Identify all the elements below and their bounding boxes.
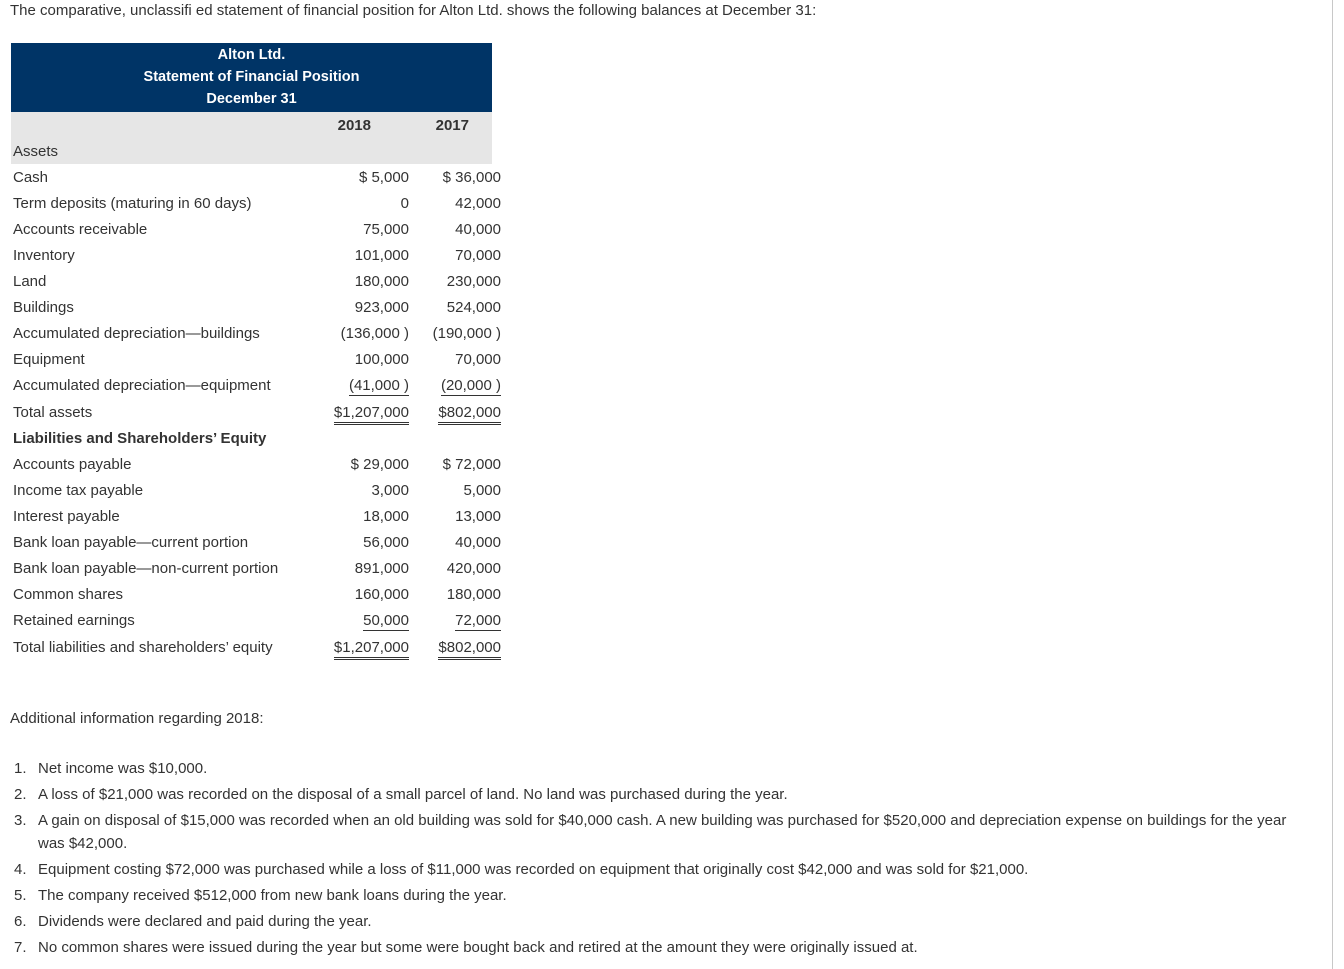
value-2018: 75,000 (363, 221, 409, 238)
value-2018: (41,000 ) (348, 377, 409, 394)
note-number: 4. (14, 861, 27, 878)
statement-row (11, 534, 511, 554)
row-label: Common shares (13, 586, 124, 603)
note-number: 7. (14, 939, 27, 956)
note-text: Dividends were declared and paid during the year. (38, 913, 372, 930)
note-item (14, 809, 1314, 855)
value-2018: 891,000 (354, 560, 409, 577)
note-number: 3. (14, 812, 27, 829)
value-2018: 18,000 (363, 508, 409, 525)
value-2017: $ 36,000 (442, 169, 501, 186)
value-2017: 70,000 (455, 351, 501, 368)
value-2017: (190,000 ) (432, 325, 501, 342)
row-label: Total liabilities and shareholders’ equity (13, 639, 273, 656)
statement-row (11, 273, 511, 293)
note-number: 6. (14, 913, 27, 930)
statement-date: December 31 (206, 91, 297, 107)
row-label: Retained earnings (13, 612, 135, 629)
note-item (14, 858, 1314, 881)
row-label: Inventory (13, 247, 75, 264)
financial-statement-table (11, 43, 501, 656)
value-2017: $ 72,000 (442, 456, 501, 473)
statement-row (11, 456, 511, 476)
value-2017: 70,000 (455, 247, 501, 264)
value-2018: 180,000 (354, 273, 409, 290)
row-label: Accounts receivable (13, 221, 148, 238)
column-2018-header: 2018 (337, 117, 371, 134)
statement-row (11, 482, 511, 502)
statement-header (11, 43, 492, 112)
statement-row (11, 299, 511, 319)
value-2017: $802,000 (438, 639, 501, 660)
note-item (14, 783, 1314, 806)
statement-row (11, 560, 511, 580)
row-label: Cash (13, 169, 49, 186)
note-item (14, 910, 1314, 933)
value-2018: 160,000 (354, 586, 409, 603)
value-2018: $1,207,000 (334, 639, 409, 660)
value-2017: 5,000 (463, 482, 501, 499)
statement-row (11, 639, 511, 659)
row-label: Accumulated depreciation—buildings (13, 325, 260, 342)
row-label: Income tax payable (13, 482, 144, 499)
statement-row (11, 195, 511, 215)
note-number: 1. (14, 760, 27, 777)
note-item (14, 884, 1314, 907)
value-2017: 420,000 (446, 560, 501, 577)
value-2017: $802,000 (438, 404, 501, 425)
notes-list (14, 757, 1314, 962)
note-text: No common shares were issued during the year but some were bought back and retired at the amount they were originally issued at. (38, 939, 918, 956)
statement-row (11, 221, 511, 241)
page-divider (1332, 0, 1333, 969)
statement-title: Statement of Financial Position (143, 69, 360, 85)
note-item (14, 936, 1314, 959)
value-2018: (136,000 ) (340, 325, 409, 342)
note-number: 5. (14, 887, 27, 904)
intro-text: The comparative, unclassifi ed statement of financial position for Alton Ltd. shows the following balances at December 31: (10, 2, 817, 19)
statement-row (11, 404, 511, 424)
statement-row (11, 612, 511, 632)
note-item (14, 757, 1314, 780)
note-text: A loss of $21,000 was recorded on the disposal of a small parcel of land. No land was purchased during the year. (38, 786, 788, 803)
statement-row (11, 586, 511, 606)
row-label: Total assets (13, 404, 93, 421)
additional-info-heading: Additional information regarding 2018: (10, 710, 264, 727)
value-2018: 100,000 (354, 351, 409, 368)
row-label: Land (13, 273, 47, 290)
statement-row (11, 247, 511, 267)
row-label: Interest payable (13, 508, 120, 525)
value-2018: $ 5,000 (358, 169, 409, 186)
note-text: A gain on disposal of $15,000 was recorded when an old building was sold for $40,000 cash. A new building was purchased for $520,000 and depreciation expense on buildings for the year was $42,000. (38, 812, 1287, 852)
column-2017-header: 2017 (435, 117, 469, 134)
statement-row (11, 508, 511, 528)
note-text: The company received $512,000 from new bank loans during the year. (38, 887, 507, 904)
row-label: Liabilities and Shareholders’ Equity (13, 430, 267, 447)
value-2017: 40,000 (455, 221, 501, 238)
row-label: Equipment (13, 351, 85, 368)
row-label: Bank loan payable—current portion (13, 534, 249, 551)
value-2017: 40,000 (455, 534, 501, 551)
value-2017: (20,000 ) (440, 377, 501, 394)
value-2017: 13,000 (455, 508, 501, 525)
company-name: Alton Ltd. (217, 47, 286, 63)
value-2018: 50,000 (363, 612, 409, 629)
statement-row (11, 325, 511, 345)
value-2017: 524,000 (446, 299, 501, 316)
note-text: Net income was $10,000. (38, 760, 208, 777)
row-label: Bank loan payable—non-current portion (13, 560, 279, 577)
assets-heading: Assets (13, 143, 59, 160)
row-label: Term deposits (maturing in 60 days) (13, 195, 252, 212)
note-text: Equipment costing $72,000 was purchased while a loss of $11,000 was recorded on equipment that originally cost $42,000 and was sold for $21,000. (38, 861, 1029, 878)
value-2017: 230,000 (446, 273, 501, 290)
value-2018: 3,000 (371, 482, 409, 499)
statement-row (11, 351, 511, 371)
value-2017: 180,000 (446, 586, 501, 603)
value-2018: 56,000 (363, 534, 409, 551)
value-2018: $1,207,000 (334, 404, 409, 425)
row-label: Buildings (13, 299, 74, 316)
row-label: Accounts payable (13, 456, 132, 473)
value-2018: 923,000 (354, 299, 409, 316)
value-2017: 42,000 (455, 195, 501, 212)
value-2018: $ 29,000 (350, 456, 409, 473)
statement-row (11, 430, 511, 450)
statement-row (11, 169, 511, 189)
statement-row (11, 377, 511, 397)
column-header-band (11, 112, 492, 164)
value-2018: 0 (400, 195, 409, 212)
value-2017: 72,000 (455, 612, 501, 629)
row-label: Accumulated depreciation—equipment (13, 377, 271, 394)
note-number: 2. (14, 786, 27, 803)
value-2018: 101,000 (354, 247, 409, 264)
